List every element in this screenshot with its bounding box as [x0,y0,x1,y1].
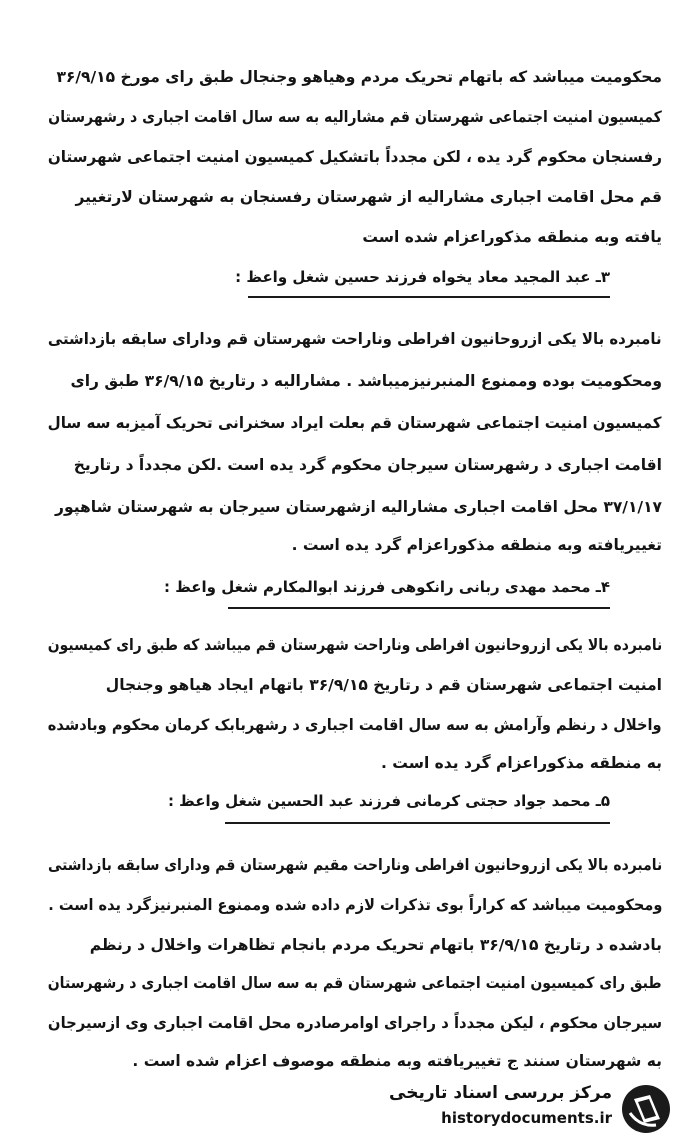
text-line: امنیت اجتماعی شهرستان قم د رتاریخ ۳۶/۹/۱۵ باتهام ایجاد هیاهو وجنجال [105,676,662,694]
heading-underline [228,607,610,609]
heading-underline [225,822,610,824]
text-line: تغییریافته وبه منطقه مذکوراعزام گرد یده است . [291,536,662,554]
heading-underline [248,296,610,298]
text-line: به منطقه مذکوراعزام گرد یده است . [381,754,662,772]
text-line: اقامت اجباری د رشهرستان سیرجان محکوم گرد یده است .لکن مجدداً د رتاریخ [73,456,662,474]
watermark-url: historydocuments.ir [441,1109,612,1127]
text-line: رفسنجان محکوم گرد یده ، لکن مجدداً باتشکیل کمیسیون امنیت اجتماعی شهرستان [47,148,662,166]
text-line: طبق رای کمیسیون امنیت اجتماعی شهرستان قم به سه سال اقامت اجباری د رشهرستان [48,974,662,992]
text-line: بادشده د رتاریخ ۳۶/۹/۱۵ باتهام تحریک مردم بانجام تظاهرات واخلال د رنظم [89,936,662,954]
text-line: نامبرده بالا یکی ازروحانیون افراطی وناراحت شهرستان قم ودارای سابقه بازداشتی [48,330,662,348]
text-line: قم محل اقامت اجباری مشارالیه از شهرستان رفسنجان به شهرستان لارتغییر [75,188,662,206]
text-line: سیرجان محکوم ، لیکن مجدداً د راجرای اوامرصادره محل اقامت اجباری وی ازسیرجان [47,1014,662,1032]
section-heading: ۵ـ محمد جواد حجتی کرمانی فرزند عبد الحسین شغل واعظ : [167,792,610,810]
watermark [389,1079,682,1137]
text-line: ۳۷/۱/۱۷ محل اقامت اجباری مشارالیه ازشهرستان سیرجان به شهرستان شاهپور [55,498,662,516]
text-line: کمیسیون امنیت اجتماعی شهرستان قم مشارالیه به سه سال اقامت اجباری د رشهرستان [48,108,662,126]
text-line: کمیسیون امنیت اجتماعی شهرستان قم بعلت ایراد سخنرانی تحریک آمیزبه سه سال [48,414,662,432]
watermark-title: مرکز بررسی اسناد تاریخی [389,1083,612,1103]
text-line: ومحکومیت بوده وممنوع المنبرنیزمیباشد . مشارالیه د رتاریخ ۳۶/۹/۱۵ طبق رای [70,372,662,390]
text-line: نامبرده بالا یکی ازروحانیون افراطی وناراحت مقیم شهرستان قم ودارای سابقه بازداشتی [47,856,662,874]
text-line: محکومیت میباشد که باتهام تحریک مردم وهیاهو وجنجال طبق رای مورخ ۳۶/۹/۱۵ [56,68,662,86]
text-line: به شهرستان سنند ج تغییریافته وبه منطقه موصوف اعزام شده است . [132,1052,662,1070]
archive-logo-icon [620,1083,672,1135]
text-line: ومحکومیت میباشد که کراراً بوی تذکرات لازم داده شده وممنوع المنبرنیزگرد یده است . [47,896,662,914]
section-heading: ۴ـ محمد مهدی ربانی رانکوهی فرزند ابوالمکارم شغل واعظ : [164,578,610,596]
section-heading: ۳ـ عبد المجید معاد یخواه فرزند حسین شغل واعظ : [235,268,610,286]
text-line: نامبرده بالا یکی ازروحانیون افراطی وناراحت شهرستان قم میباشد که طبق رای کمیسیون [47,636,662,654]
text-line: یافته وبه منطقه مذکوراعزام شده است [362,228,662,246]
text-line: واخلال د رنظم وآرامش به سه سال اقامت اجباری د رشهربابک کرمان محکوم وبادشده [48,716,662,734]
